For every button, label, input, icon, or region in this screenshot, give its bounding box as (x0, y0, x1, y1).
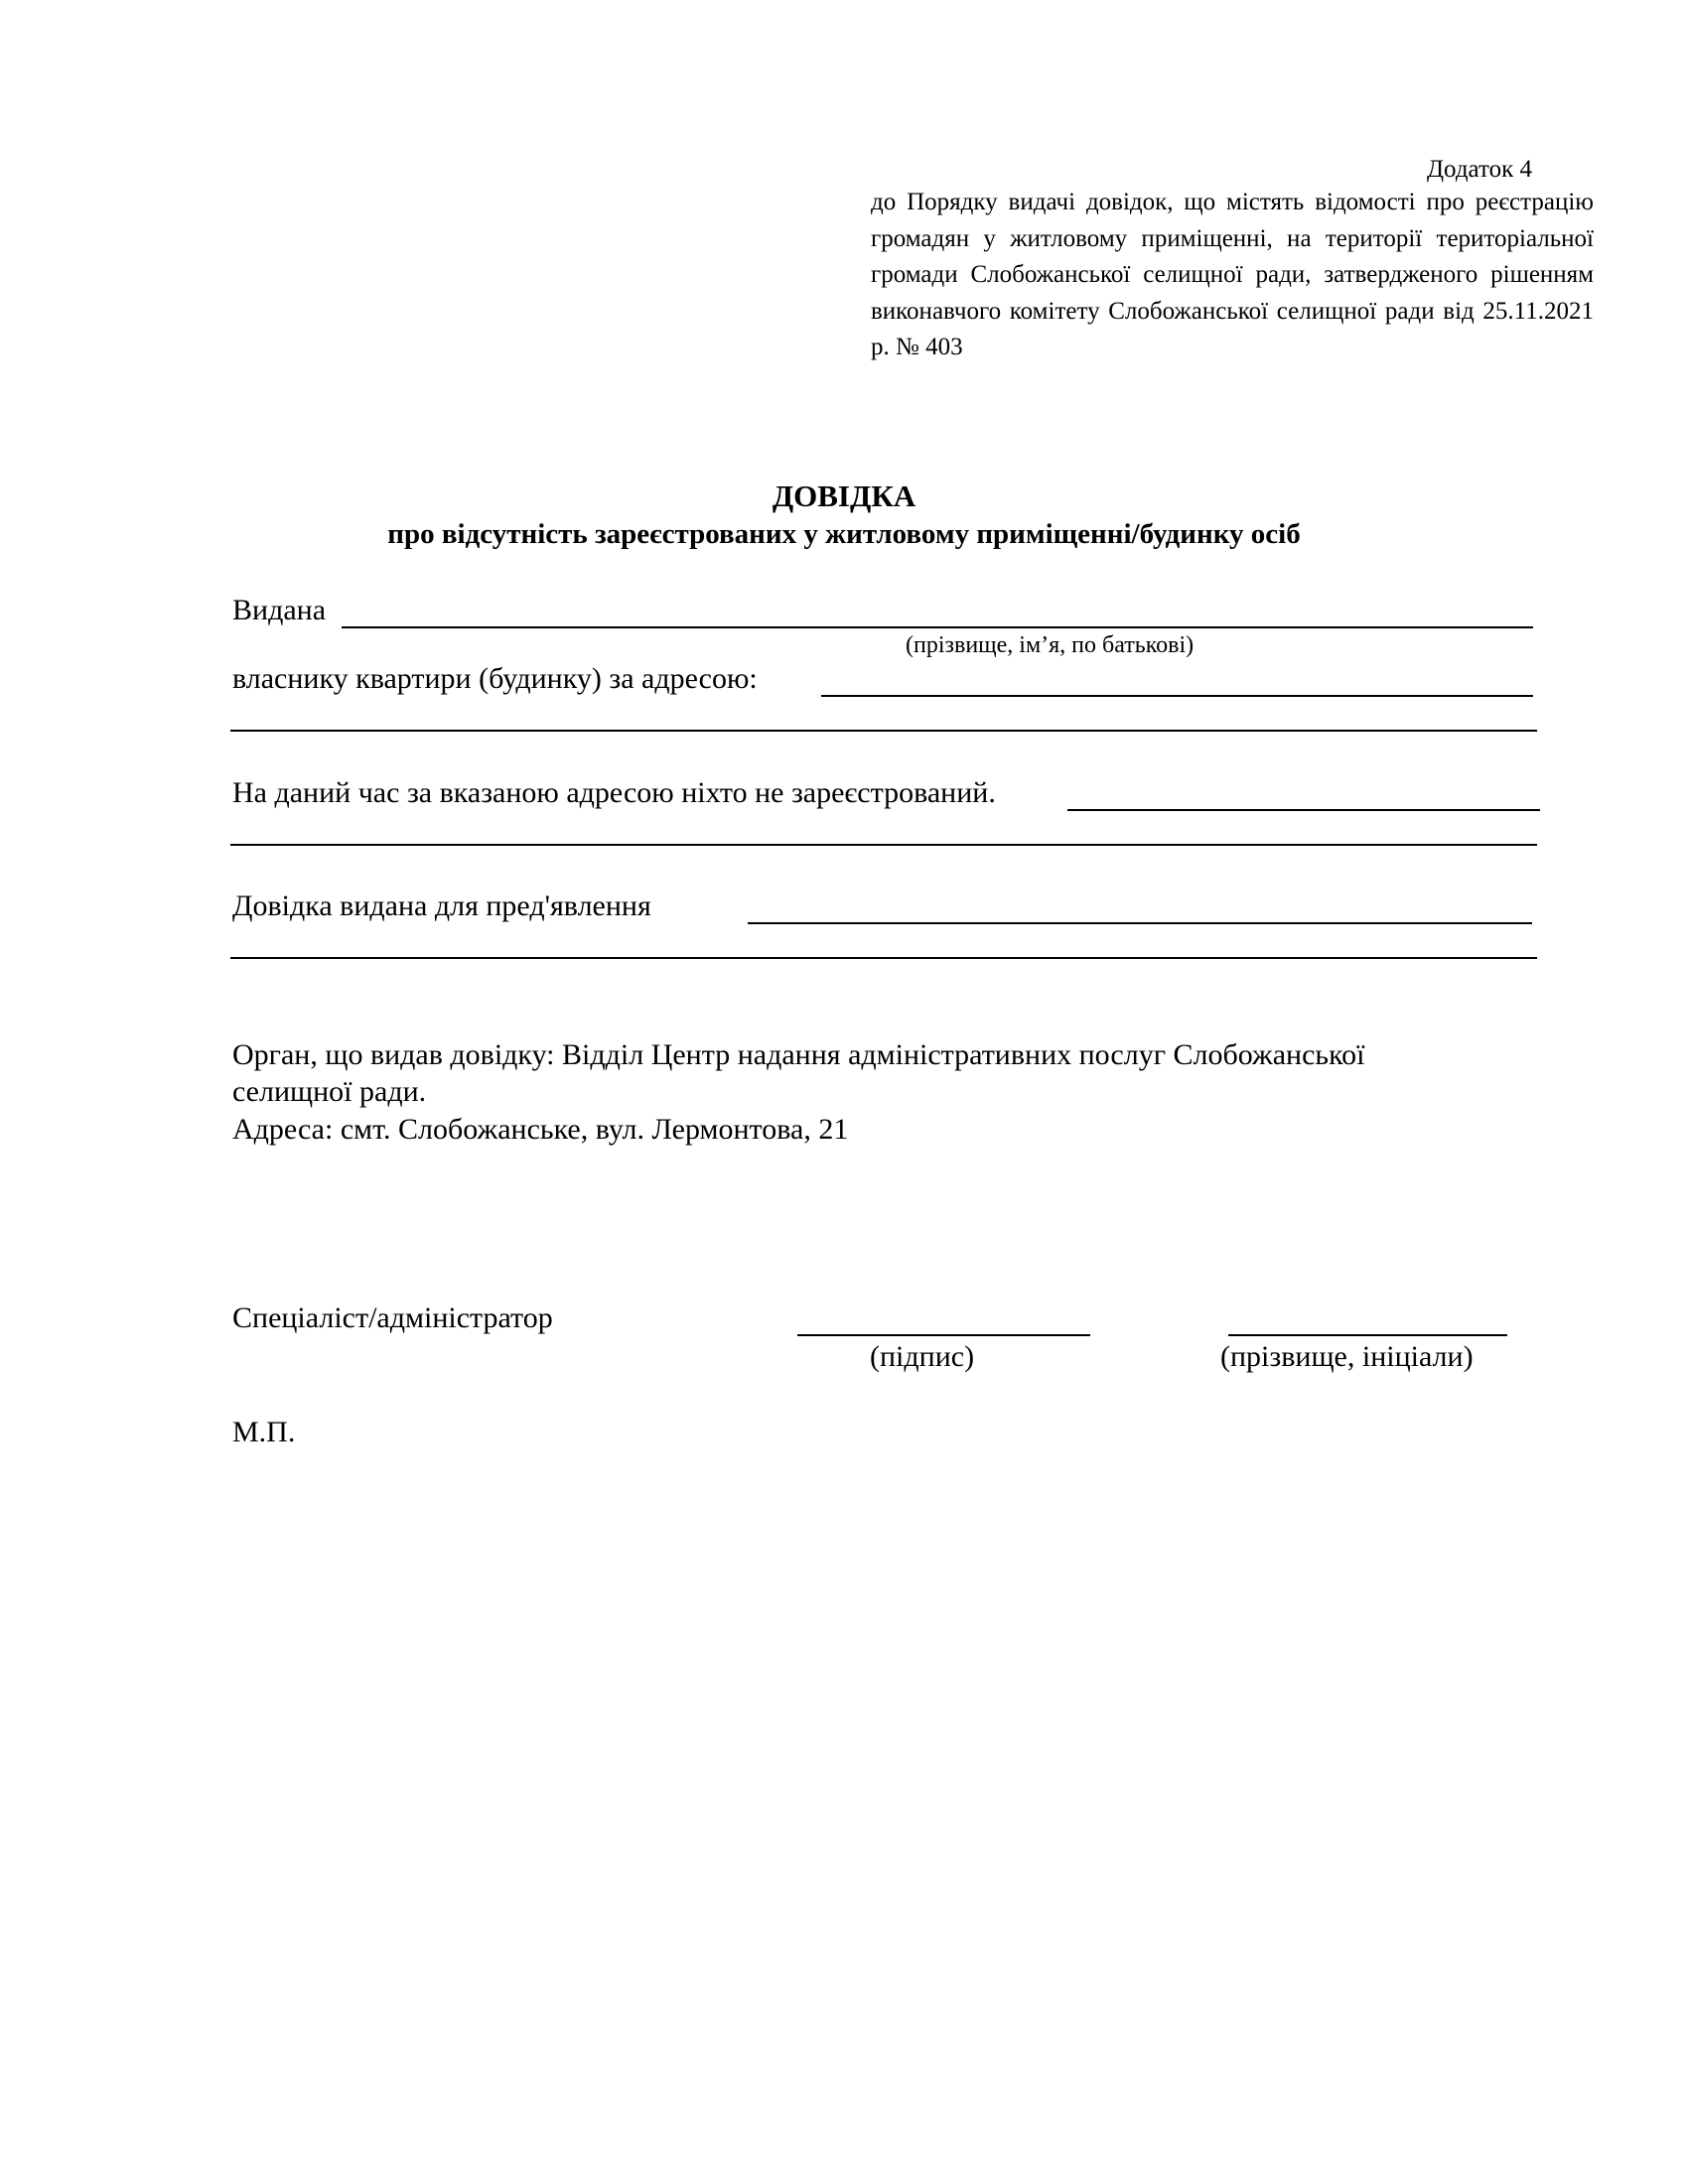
no-registered-statement: На даний час за вказаною адресою ніхто не зареєстрований. (232, 776, 996, 809)
specialist-role: Спеціаліст/адміністратор (232, 1301, 553, 1334)
document-subtitle: про відсутність зареєстрованих у житловому приміщенні/будинку осіб (387, 518, 1301, 550)
owner-address-field[interactable] (821, 695, 1533, 697)
addendum-text: до Порядку видачі довідок, що містять відомості про реєстрацію громадян у житловому приміщенні, на території територіальної громади Слобожанської селищної ради, затвердженого рішенням виконавчого комітету Слобожанської селищної ради від 25.11.2021 р. № 403 (871, 189, 1594, 360)
initials-hint: (прізвище, ініціали) (1220, 1340, 1474, 1373)
owner-address-label: власнику квартири (будинку) за адресою: (232, 662, 758, 695)
owner-address-field-continued[interactable] (230, 730, 1537, 732)
stamp-place: М.П. (232, 1416, 296, 1448)
purpose-field[interactable] (748, 922, 1532, 924)
issued-to-field[interactable] (342, 626, 1533, 628)
issuing-organ: Орган, що видав довідку: Відділ Центр надання адміністративних послуг Слобожанської (232, 1038, 1365, 1071)
purpose-label: Довідка видана для пред'явлення (232, 889, 651, 922)
issuer-address: Адреса: смт. Слобожанське, вул. Лермонтова, 21 (232, 1113, 849, 1146)
issuing-organ-continued: селищної ради. (232, 1075, 427, 1108)
signature-field[interactable] (797, 1334, 1090, 1336)
no-registered-field-continued[interactable] (230, 844, 1537, 846)
purpose-field-continued[interactable] (230, 957, 1537, 959)
name-hint: (прізвище, ім’я, по батькові) (906, 632, 1195, 658)
addendum-title: Додаток 4 (1427, 156, 1532, 183)
initials-field[interactable] (1228, 1334, 1507, 1336)
no-registered-field[interactable] (1067, 809, 1540, 811)
signature-hint: (підпис) (870, 1340, 975, 1373)
document-title: ДОВІДКА (772, 478, 916, 513)
issued-to-label: Видана (232, 594, 327, 626)
